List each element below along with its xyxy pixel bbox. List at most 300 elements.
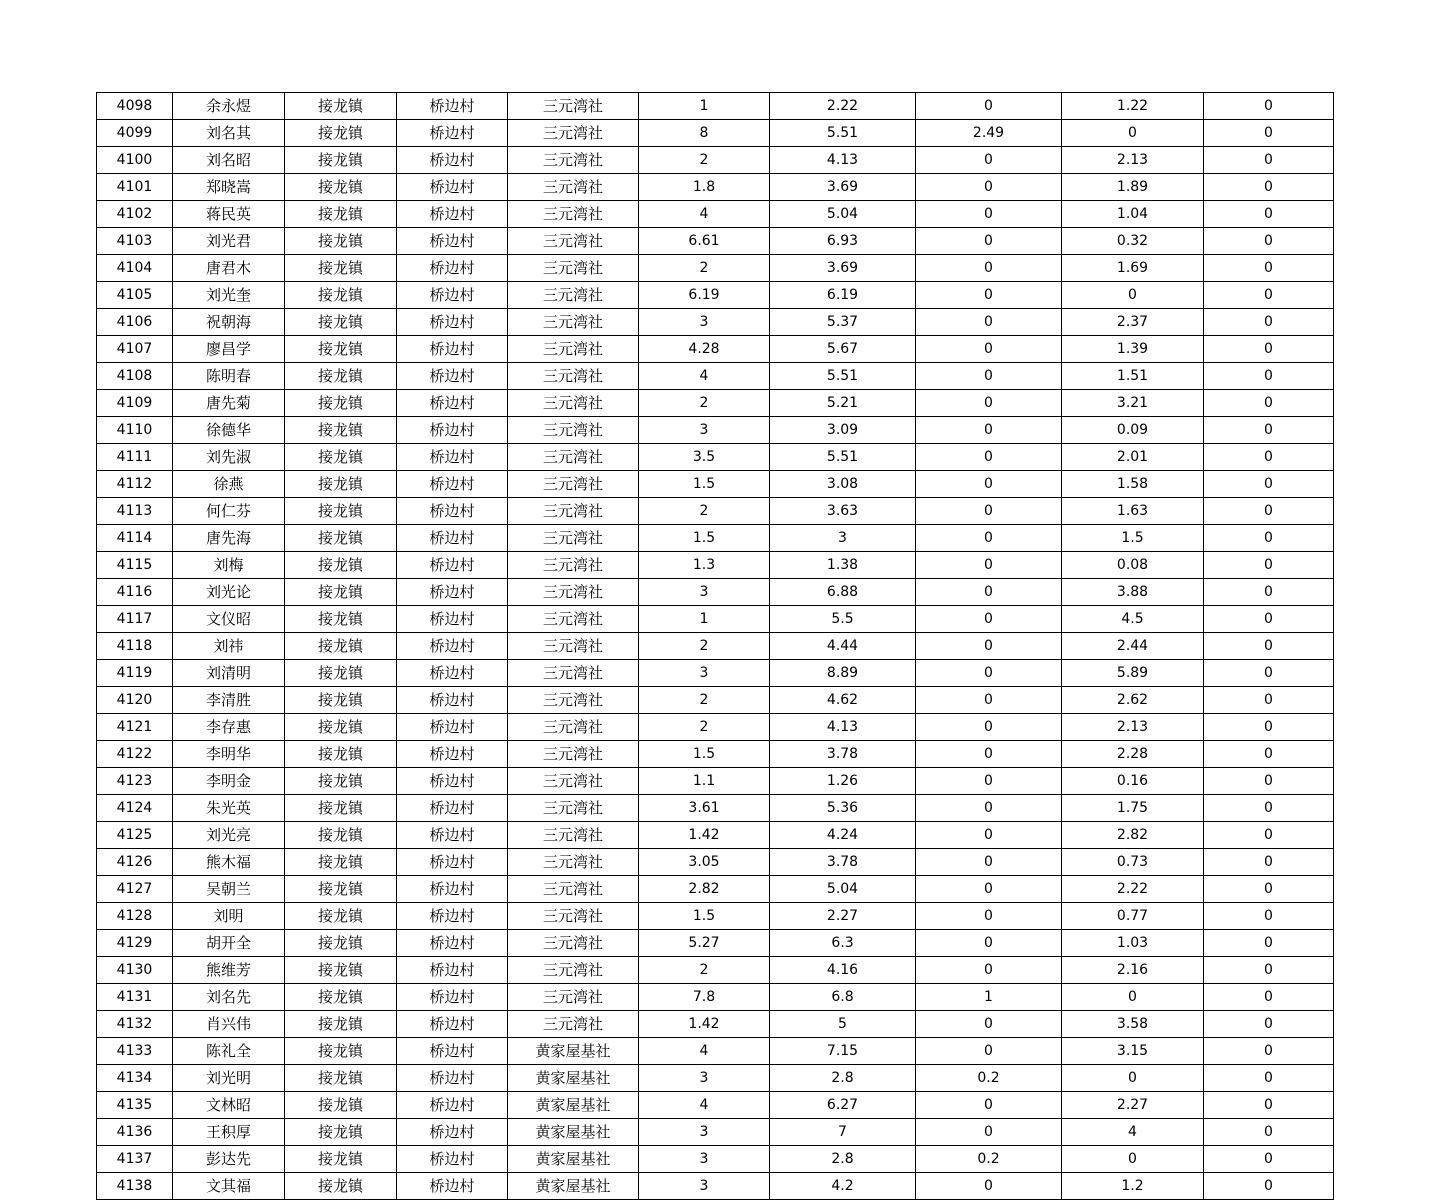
table-cell: 4112 [97,471,173,498]
table-cell: 0 [916,201,1062,228]
table-cell: 徐德华 [173,417,285,444]
table-cell: 5.27 [639,930,770,957]
table-cell: 唐君木 [173,255,285,282]
table-row [97,471,1334,498]
table-cell: 桥边村 [397,1173,508,1200]
table-cell: 1.42 [639,822,770,849]
table-cell: 0 [916,660,1062,687]
table-cell: 0 [1204,336,1334,363]
table-cell: 刘光论 [173,579,285,606]
table-cell: 三元湾社 [508,417,639,444]
table-row [97,552,1334,579]
table-cell: 0 [1204,633,1334,660]
table-cell: 3 [639,309,770,336]
table-cell: 接龙镇 [285,417,397,444]
table-cell: 刘清明 [173,660,285,687]
table-cell: 桥边村 [397,714,508,741]
table-cell: 接龙镇 [285,795,397,822]
table-cell: 4106 [97,309,173,336]
table-cell: 0 [1204,1119,1334,1146]
table-cell: 0 [916,876,1062,903]
table-cell: 黄家屋基社 [508,1119,639,1146]
table-cell: 1.69 [1062,255,1204,282]
table-row [97,201,1334,228]
table-cell: 3 [639,660,770,687]
table-cell: 3 [639,1065,770,1092]
table-cell: 1 [639,93,770,120]
table-cell: 三元湾社 [508,201,639,228]
table-cell: 4103 [97,228,173,255]
table-cell: 4115 [97,552,173,579]
table-cell: 接龙镇 [285,1119,397,1146]
table-cell: 0 [916,390,1062,417]
table-cell: 3.88 [1062,579,1204,606]
table-cell: 4136 [97,1119,173,1146]
table-cell: 三元湾社 [508,444,639,471]
table-cell: 0 [1204,498,1334,525]
table-cell: 1.2 [1062,1173,1204,1200]
table-cell: 3.63 [770,498,916,525]
table-cell: 0 [1204,390,1334,417]
table-row [97,1011,1334,1038]
table-cell: 0.73 [1062,849,1204,876]
table-row [97,390,1334,417]
table-cell: 0 [916,282,1062,309]
table-cell: 0 [1204,1038,1334,1065]
table-row [97,309,1334,336]
table-cell: 桥边村 [397,1065,508,1092]
table-cell: 4122 [97,741,173,768]
table-cell: 廖昌学 [173,336,285,363]
table-cell: 三元湾社 [508,660,639,687]
table-cell: 三元湾社 [508,120,639,147]
table-row [97,228,1334,255]
table-cell: 黄家屋基社 [508,1146,639,1173]
table-cell: 三元湾社 [508,741,639,768]
table-cell: 1.5 [639,471,770,498]
table-cell: 三元湾社 [508,390,639,417]
table-cell: 1.1 [639,768,770,795]
table-cell: 0 [1204,930,1334,957]
table-cell: 0 [1204,1146,1334,1173]
table-cell: 0 [916,579,1062,606]
table-cell: 彭达先 [173,1146,285,1173]
table-cell: 0 [1204,741,1334,768]
table-cell: 接龙镇 [285,768,397,795]
table-cell: 0 [916,471,1062,498]
table-cell: 桥边村 [397,579,508,606]
table-cell: 接龙镇 [285,282,397,309]
table-row [97,1173,1334,1200]
table-cell: 0 [1204,228,1334,255]
table-row [97,1092,1334,1119]
table-cell: 0.2 [916,1065,1062,1092]
table-cell: 0.77 [1062,903,1204,930]
table-cell: 0 [1062,1065,1204,1092]
table-cell: 唐先海 [173,525,285,552]
table-row [97,768,1334,795]
table-cell: 0 [916,174,1062,201]
table-cell: 5.51 [770,120,916,147]
table-cell: 0 [1204,174,1334,201]
table-row [97,687,1334,714]
table-cell: 0 [916,552,1062,579]
table-cell: 2 [639,390,770,417]
table-row [97,255,1334,282]
table-cell: 桥边村 [397,930,508,957]
table-cell: 1 [916,984,1062,1011]
table-cell: 接龙镇 [285,822,397,849]
table-cell: 7.15 [770,1038,916,1065]
table-cell: 4102 [97,201,173,228]
table-cell: 0 [916,849,1062,876]
table-cell: 4 [639,201,770,228]
table-cell: 桥边村 [397,795,508,822]
table-cell: 2 [639,255,770,282]
table-cell: 4 [639,1092,770,1119]
table-cell: 0 [1204,147,1334,174]
table-cell: 4121 [97,714,173,741]
table-cell: 4137 [97,1146,173,1173]
table-cell: 4123 [97,768,173,795]
table-row [97,984,1334,1011]
table-cell: 三元湾社 [508,795,639,822]
table-cell: 4124 [97,795,173,822]
table-row [97,822,1334,849]
table-cell: 1.5 [639,741,770,768]
table-cell: 4125 [97,822,173,849]
table-cell: 徐燕 [173,471,285,498]
table-cell: 5.5 [770,606,916,633]
table-cell: 桥边村 [397,552,508,579]
table-cell: 桥边村 [397,525,508,552]
table-cell: 0 [1204,444,1334,471]
table-row [97,930,1334,957]
table-cell: 0 [1204,849,1334,876]
table-cell: 刘名先 [173,984,285,1011]
table-row [97,1065,1334,1092]
table-cell: 0 [916,228,1062,255]
table-cell: 刘梅 [173,552,285,579]
table-row [97,147,1334,174]
table-cell: 4.13 [770,147,916,174]
table-cell: 0 [916,1011,1062,1038]
table-cell: 6.93 [770,228,916,255]
table-cell: 唐先菊 [173,390,285,417]
table-cell: 接龙镇 [285,714,397,741]
table-row [97,957,1334,984]
table-cell: 0 [1204,714,1334,741]
table-cell: 0.2 [916,1146,1062,1173]
table-cell: 5.37 [770,309,916,336]
table-cell: 0 [1204,525,1334,552]
table-cell: 桥边村 [397,768,508,795]
table-cell: 桥边村 [397,822,508,849]
table-cell: 2.37 [1062,309,1204,336]
table-cell: 接龙镇 [285,255,397,282]
table-cell: 0 [916,444,1062,471]
table-cell: 2.49 [916,120,1062,147]
table-cell: 黄家屋基社 [508,1092,639,1119]
table-cell: 桥边村 [397,444,508,471]
table-cell: 肖兴伟 [173,1011,285,1038]
table-cell: 1.75 [1062,795,1204,822]
table-cell: 三元湾社 [508,552,639,579]
table-cell: 0 [1204,876,1334,903]
table-cell: 3.05 [639,849,770,876]
table-cell: 接龙镇 [285,687,397,714]
table-cell: 朱光英 [173,795,285,822]
table-cell: 接龙镇 [285,174,397,201]
table-cell: 2.13 [1062,147,1204,174]
table-cell: 0 [1204,606,1334,633]
table-cell: 接龙镇 [285,606,397,633]
table-cell: 胡开全 [173,930,285,957]
table-cell: 0 [1204,795,1334,822]
table-cell: 三元湾社 [508,363,639,390]
table-cell: 桥边村 [397,633,508,660]
table-cell: 三元湾社 [508,768,639,795]
table-cell: 1.26 [770,768,916,795]
table-cell: 4130 [97,957,173,984]
table-cell: 4.44 [770,633,916,660]
table-cell: 0 [916,417,1062,444]
table-cell: 4.13 [770,714,916,741]
table-cell: 接龙镇 [285,309,397,336]
table-cell: 接龙镇 [285,1065,397,1092]
table-cell: 1.03 [1062,930,1204,957]
table-cell: 0 [916,687,1062,714]
table-cell: 6.8 [770,984,916,1011]
table-cell: 三元湾社 [508,876,639,903]
table-cell: 1.5 [1062,525,1204,552]
table-cell: 0 [1204,1011,1334,1038]
table-cell: 0 [916,336,1062,363]
table-cell: 2.82 [1062,822,1204,849]
table-cell: 0 [1204,255,1334,282]
table-cell: 0 [1204,1092,1334,1119]
table-cell: 6.19 [639,282,770,309]
table-cell: 接龙镇 [285,660,397,687]
table-cell: 1.22 [1062,93,1204,120]
table-row [97,579,1334,606]
table-cell: 三元湾社 [508,822,639,849]
table-cell: 接龙镇 [285,876,397,903]
table-cell: 0 [1204,984,1334,1011]
table-cell: 4.16 [770,957,916,984]
table-cell: 3 [770,525,916,552]
table-cell: 接龙镇 [285,120,397,147]
table-cell: 三元湾社 [508,984,639,1011]
table-cell: 2 [639,714,770,741]
table-cell: 6.27 [770,1092,916,1119]
table-cell: 3.5 [639,444,770,471]
table-cell: 刘先淑 [173,444,285,471]
table-cell: 4129 [97,930,173,957]
table-cell: 4.62 [770,687,916,714]
table-cell: 文仪昭 [173,606,285,633]
table-cell: 0 [916,957,1062,984]
table-cell: 2.22 [1062,876,1204,903]
table-cell: 4119 [97,660,173,687]
table-cell: 李存惠 [173,714,285,741]
table-cell: 2.22 [770,93,916,120]
table-cell: 郑晓嵩 [173,174,285,201]
table-cell: 0 [1062,984,1204,1011]
table-cell: 4110 [97,417,173,444]
table-cell: 三元湾社 [508,633,639,660]
table-cell: 1.04 [1062,201,1204,228]
table-cell: 接龙镇 [285,984,397,1011]
table-cell: 接龙镇 [285,336,397,363]
table-cell: 0 [1204,903,1334,930]
table-cell: 1.39 [1062,336,1204,363]
table-cell: 5.36 [770,795,916,822]
table-cell: 三元湾社 [508,174,639,201]
table-cell: 1.3 [639,552,770,579]
table-cell: 6.3 [770,930,916,957]
table-cell: 4127 [97,876,173,903]
table-cell: 1.38 [770,552,916,579]
table-cell: 0 [916,606,1062,633]
table-cell: 接龙镇 [285,228,397,255]
table-cell: 0 [916,1092,1062,1119]
table-cell: 接龙镇 [285,903,397,930]
table-cell: 接龙镇 [285,1092,397,1119]
table-cell: 0.16 [1062,768,1204,795]
table-cell: 1.8 [639,174,770,201]
table-cell: 3 [639,1146,770,1173]
table-cell: 1 [639,606,770,633]
table-cell: 2.01 [1062,444,1204,471]
table-cell: 接龙镇 [285,1011,397,1038]
table-cell: 三元湾社 [508,714,639,741]
table-cell: 接龙镇 [285,579,397,606]
table-cell: 4120 [97,687,173,714]
table-cell: 三元湾社 [508,930,639,957]
table-cell: 接龙镇 [285,363,397,390]
table-cell: 文林昭 [173,1092,285,1119]
table-cell: 0 [916,309,1062,336]
table-cell: 三元湾社 [508,282,639,309]
table-cell: 蒋民英 [173,201,285,228]
table-cell: 0 [1204,1173,1334,1200]
table-cell: 4109 [97,390,173,417]
table-row [97,633,1334,660]
table-cell: 三元湾社 [508,147,639,174]
table-cell: 8.89 [770,660,916,687]
table-cell: 桥边村 [397,147,508,174]
table-cell: 5.04 [770,876,916,903]
table-cell: 0 [916,930,1062,957]
table-cell: 接龙镇 [285,147,397,174]
table-cell: 5.51 [770,363,916,390]
table-cell: 4100 [97,147,173,174]
table-cell: 桥边村 [397,120,508,147]
table-cell: 桥边村 [397,1011,508,1038]
table-cell: 2 [639,498,770,525]
table-cell: 0 [1062,1146,1204,1173]
table-cell: 0 [1062,120,1204,147]
table-row [97,903,1334,930]
table-cell: 3.69 [770,174,916,201]
table-cell: 2.27 [1062,1092,1204,1119]
table-cell: 桥边村 [397,984,508,1011]
table-cell: 0 [916,93,1062,120]
table-cell: 6.61 [639,228,770,255]
table-cell: 刘祎 [173,633,285,660]
table-cell: 2 [639,147,770,174]
table-cell: 熊维芳 [173,957,285,984]
table-cell: 接龙镇 [285,93,397,120]
table-row [97,174,1334,201]
table-cell: 2 [639,633,770,660]
table-cell: 0 [1204,660,1334,687]
table-cell: 4 [639,1038,770,1065]
table-cell: 3.15 [1062,1038,1204,1065]
table-cell: 刘明 [173,903,285,930]
table-cell: 桥边村 [397,93,508,120]
table-cell: 2.62 [1062,687,1204,714]
table-cell: 李明华 [173,741,285,768]
table-cell: 桥边村 [397,687,508,714]
table-cell: 0 [1204,417,1334,444]
table-cell: 0 [916,525,1062,552]
table-cell: 0 [1204,93,1334,120]
table-cell: 桥边村 [397,309,508,336]
table-cell: 祝朝海 [173,309,285,336]
table-cell: 0 [916,903,1062,930]
table-cell: 桥边村 [397,498,508,525]
table-cell: 4.28 [639,336,770,363]
table-cell: 桥边村 [397,390,508,417]
table-cell: 4111 [97,444,173,471]
table-cell: 接龙镇 [285,444,397,471]
table-cell: 0 [1204,957,1334,984]
table-cell: 桥边村 [397,336,508,363]
table-cell: 刘光君 [173,228,285,255]
table-cell: 5 [770,1011,916,1038]
table-cell: 1.58 [1062,471,1204,498]
table-row [97,444,1334,471]
table-cell: 1.51 [1062,363,1204,390]
table-row [97,660,1334,687]
table-cell: 0 [1204,768,1334,795]
table-row [97,1038,1334,1065]
table-cell: 5.21 [770,390,916,417]
table-cell: 7 [770,1119,916,1146]
table-row [97,606,1334,633]
table-cell: 4099 [97,120,173,147]
table-cell: 0 [1204,120,1334,147]
table-cell: 4132 [97,1011,173,1038]
table-cell: 4105 [97,282,173,309]
records-table [96,92,1334,1200]
table-cell: 桥边村 [397,201,508,228]
table-cell: 三元湾社 [508,228,639,255]
table-cell: 接龙镇 [285,552,397,579]
table-cell: 三元湾社 [508,903,639,930]
table-cell: 2 [639,687,770,714]
table-cell: 3.78 [770,741,916,768]
table-cell: 0.32 [1062,228,1204,255]
table-cell: 三元湾社 [508,687,639,714]
table-cell: 文其福 [173,1173,285,1200]
table-cell: 3.69 [770,255,916,282]
table-cell: 0 [916,633,1062,660]
table-cell: 0 [1204,579,1334,606]
table-cell: 黄家屋基社 [508,1065,639,1092]
